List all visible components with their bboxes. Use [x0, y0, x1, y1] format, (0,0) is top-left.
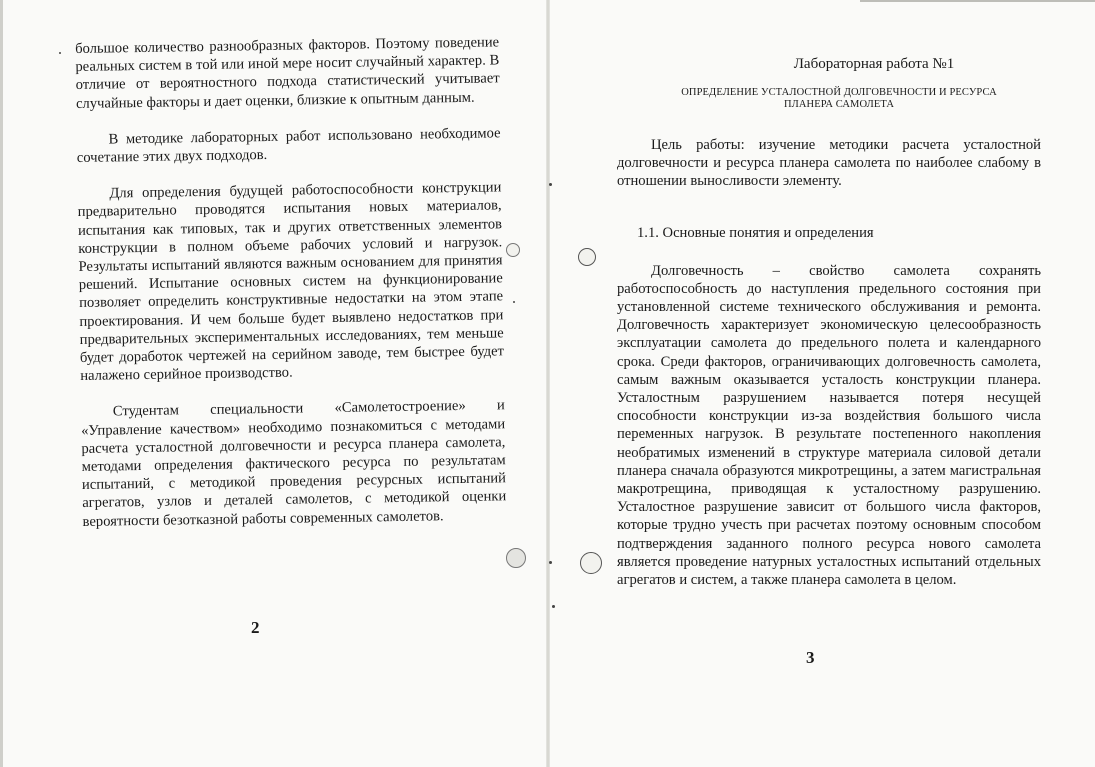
subtitle-line-2: ПЛАНЕРА САМОЛЕТА: [783, 99, 895, 110]
scan-speck: [59, 52, 61, 54]
right-page-text: [617, 56, 1041, 589]
subtitle-line-1: ОПРЕДЕЛЕНИЕ УСТАЛОСТНОЙ ДОЛГОВЕЧНОСТИ И РЕСУРСА: [681, 87, 997, 98]
scan-speck: [549, 183, 552, 186]
binding-hole-icon: [580, 552, 602, 574]
page-number-left: 2: [251, 618, 260, 637]
page-number-right: 3: [806, 648, 815, 667]
left-paragraph-2: В методике лабораторных работ использовано необходимое сочетание этих двух подходов.: [76, 125, 501, 167]
work-goal-paragraph: Цель работы: изучение методики расчета усталостной долговечности и ресурса планера самолета по наиболее слабому в отношении выносливости элементу.: [617, 137, 1041, 190]
scan-speck: [549, 561, 552, 564]
durability-paragraph: Долговечность – свойство самолета сохранять работоспособность до наступления предельного состояния при установленной системе технического обслуживания и ремонта. Долговечность характеризует экономическую целесообразность эксплуатации самолета до предельного полета и календарного срока. Среди факторов, ограничивающих долговечность самолета, самым важным оказывается усталость конструкции планера. Усталостным разрушением называется потеря несущей способности конструкции из-за воздействия большого числа переменных нагрузок. В результате постепенного накопления необратимых изменений в структуре материала силовой детали планера сначала образуются микротрещины, а затем магистральная макротрещина, приводящая к усталостному разрушению. Усталостное разрушение зависит от большого числа факторов, которые трудно учесть при расчетах поэтому основным способом подтверждения заданного полного ресурса нового самолета является проведение натурных усталостных испытаний отдельных агрегатов и систем, а также планера самолета в целом.: [617, 262, 1041, 589]
left-paragraph-1: большое количество разнообразных факторов. Поэтому поведение реальных систем в той или иной мере носит случайный характер. В отличие от вероятностного подхода статистический учитывает случайные факторы и дает оценки, близкие к опытным данным.: [75, 34, 500, 112]
left-paragraph-4: Студентам специальности «Самолетостроение» и «Управление качеством» необходимо познакомиться с методами расчета усталостной долговечности и ресурса планера самолета, методами определения фактического ресурса по результатам испытаний, с методикой проведения ресурсных испытаний агрегатов, узлов и деталей самолетов, с методикой оценки вероятности безотказной работы современных самолетов.: [81, 397, 507, 530]
binding-hole-icon: [506, 548, 526, 568]
section-heading: 1.1. Основные понятия и определения: [637, 224, 874, 241]
binding-hole-icon: [506, 243, 520, 257]
scan-speck: [513, 301, 515, 303]
lab-work-title: Лабораторная работа №1: [793, 56, 955, 72]
scan-speck: [552, 605, 555, 608]
left-page-text: [75, 33, 507, 548]
lab-work-subtitle: [617, 87, 1041, 111]
binding-hole-icon: [578, 248, 596, 266]
left-paragraph-3: Для определения будущей работоспособности конструкции предварительно проводятся испытания новых материалов, испытания как типовых, так и других ответственных элементов конструкции в полном объеме рабочих условий и нагрузок. Результаты испытаний являются важным основанием для принятия решений. Испытание основных систем на функционирование позволяет определить конструктивные недостатки на этом этапе проектирования. И чем больше будет выявлено недостатков при предварительных экспериментальных исследованиях, тем меньше будет доработок чертежей на серийном заводе, тем быстрее будет налажено серийное производство.: [77, 179, 505, 385]
